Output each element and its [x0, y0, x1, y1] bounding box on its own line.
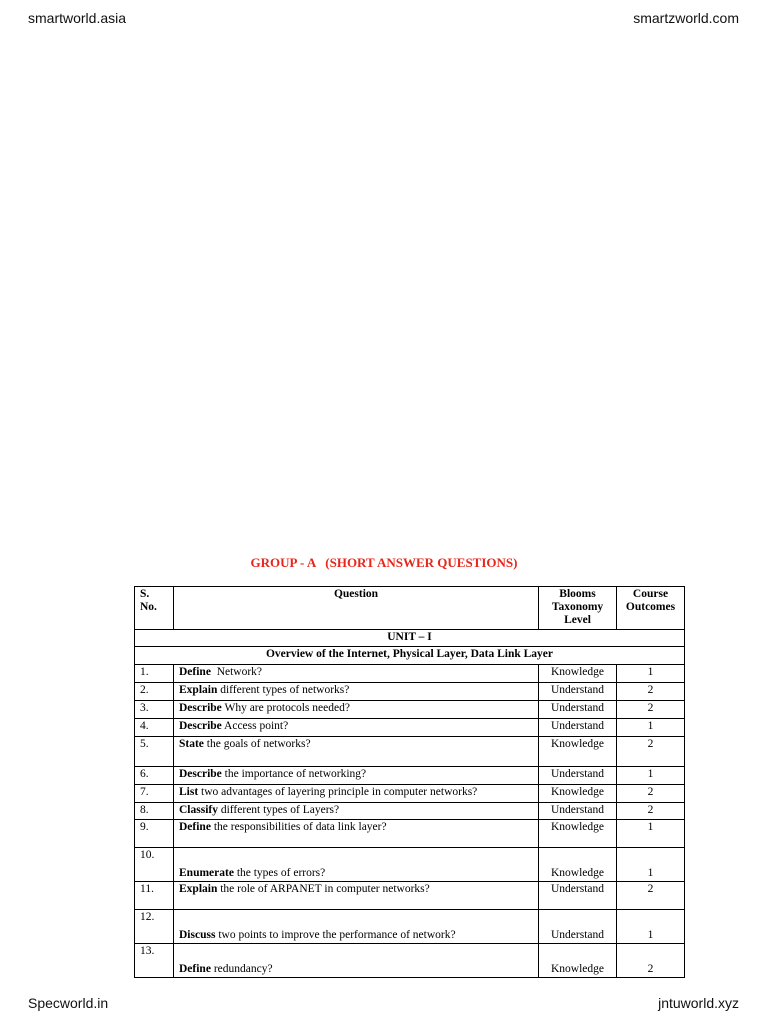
row-blooms-level: Knowledge	[539, 848, 617, 882]
table-row	[135, 848, 685, 882]
table-row	[135, 665, 685, 683]
group-title: GROUP - A (SHORT ANSWER QUESTIONS)	[250, 555, 518, 570]
row-blooms-level: Knowledge	[539, 944, 617, 978]
row-question	[174, 701, 539, 719]
row-number: 7.	[135, 785, 174, 803]
table-row	[135, 701, 685, 719]
question-keyword: Define	[179, 963, 211, 975]
row-number: 5.	[135, 737, 174, 767]
watermark-bottom-left: Specworld.in	[28, 995, 109, 1011]
unit-title: UNIT – I	[135, 630, 685, 647]
row-blooms-level: Knowledge	[539, 820, 617, 848]
question-text: the role of ARPANET in computer networks?	[217, 883, 430, 895]
table-row	[135, 944, 685, 978]
row-blooms-level: Understand	[539, 882, 617, 910]
row-number: 12.	[135, 910, 174, 944]
row-number: 8.	[135, 803, 174, 820]
question-keyword: Describe	[179, 702, 222, 714]
row-course-outcome: 1	[617, 665, 685, 683]
table-row	[135, 767, 685, 785]
row-number: 9.	[135, 820, 174, 848]
question-text: the goals of networks?	[203, 738, 311, 750]
question-text: two points to improve the performance of network?	[215, 929, 456, 941]
table-row	[135, 820, 685, 848]
watermark-top-left: smartworld.asia	[28, 10, 127, 26]
table-row	[135, 910, 685, 944]
question-text: different types of Layers?	[217, 804, 340, 816]
question-keyword: Describe	[179, 768, 222, 780]
question-text: the responsibilities of data link layer?	[210, 821, 387, 833]
watermark-top-right: smartzworld.com	[633, 10, 739, 26]
question-keyword: Explain	[179, 883, 218, 895]
question-keyword: Explain	[179, 684, 218, 696]
question-text: different types of networks?	[217, 684, 350, 696]
row-number: 1.	[135, 665, 174, 683]
row-course-outcome: 2	[617, 785, 685, 803]
question-text: two advantages of layering principle in computer networks?	[198, 786, 478, 798]
row-course-outcome: 2	[617, 701, 685, 719]
row-blooms-level: Understand	[539, 701, 617, 719]
row-question	[174, 944, 539, 978]
question-keyword: Define	[179, 666, 211, 678]
question-text: redundancy?	[210, 963, 273, 975]
header-question: Question	[174, 587, 539, 630]
row-course-outcome: 1	[617, 820, 685, 848]
row-blooms-level: Understand	[539, 803, 617, 820]
row-course-outcome: 1	[617, 910, 685, 944]
row-number: 6.	[135, 767, 174, 785]
question-text: Access point?	[221, 720, 289, 732]
row-question	[174, 737, 539, 767]
question-text: the types of errors?	[233, 867, 326, 879]
table-row	[135, 803, 685, 820]
table-header-row	[135, 587, 685, 630]
row-course-outcome: 2	[617, 683, 685, 701]
table-row	[135, 785, 685, 803]
row-blooms-level: Understand	[539, 910, 617, 944]
row-number: 4.	[135, 719, 174, 737]
question-keyword: Define	[179, 821, 211, 833]
row-blooms-level: Knowledge	[539, 665, 617, 683]
question-text: the importance of networking?	[221, 768, 367, 780]
question-keyword: List	[179, 786, 199, 798]
row-question	[174, 803, 539, 820]
question-keyword: Enumerate	[179, 867, 234, 879]
question-text: Network?	[210, 666, 263, 678]
row-blooms-level: Understand	[539, 767, 617, 785]
question-text: Why are protocols needed?	[221, 702, 350, 714]
row-number: 3.	[135, 701, 174, 719]
topic-title: Overview of the Internet, Physical Layer, Data Link Layer	[135, 647, 685, 665]
table-row	[135, 737, 685, 767]
row-course-outcome: 2	[617, 737, 685, 767]
topic-row	[135, 647, 685, 665]
row-question	[174, 683, 539, 701]
header-blooms: Blooms Taxonomy Level	[539, 587, 617, 630]
row-number: 13.	[135, 944, 174, 978]
question-keyword: State	[179, 738, 204, 750]
question-keyword: Discuss	[179, 929, 216, 941]
row-question	[174, 820, 539, 848]
row-number: 10.	[135, 848, 174, 882]
table-row	[135, 719, 685, 737]
unit-row	[135, 630, 685, 647]
header-outcomes: Course Outcomes	[617, 587, 685, 630]
row-question	[174, 665, 539, 683]
table-row	[135, 683, 685, 701]
watermark-bottom-right: jntuworld.xyz	[658, 995, 739, 1011]
row-question	[174, 882, 539, 910]
row-number: 2.	[135, 683, 174, 701]
row-course-outcome: 2	[617, 803, 685, 820]
row-question	[174, 910, 539, 944]
row-course-outcome: 1	[617, 767, 685, 785]
row-blooms-level: Understand	[539, 683, 617, 701]
row-question	[174, 767, 539, 785]
row-question	[174, 719, 539, 737]
row-blooms-level: Knowledge	[539, 785, 617, 803]
row-question	[174, 785, 539, 803]
questions-table	[134, 586, 685, 978]
row-blooms-level: Understand	[539, 719, 617, 737]
table-row	[135, 882, 685, 910]
row-course-outcome: 2	[617, 944, 685, 978]
row-course-outcome: 1	[617, 848, 685, 882]
row-course-outcome: 1	[617, 719, 685, 737]
row-number: 11.	[135, 882, 174, 910]
row-blooms-level: Knowledge	[539, 737, 617, 767]
row-course-outcome: 2	[617, 882, 685, 910]
header-sno: S. No.	[135, 587, 174, 630]
question-keyword: Classify	[179, 804, 218, 816]
question-keyword: Describe	[179, 720, 222, 732]
row-question	[174, 848, 539, 882]
